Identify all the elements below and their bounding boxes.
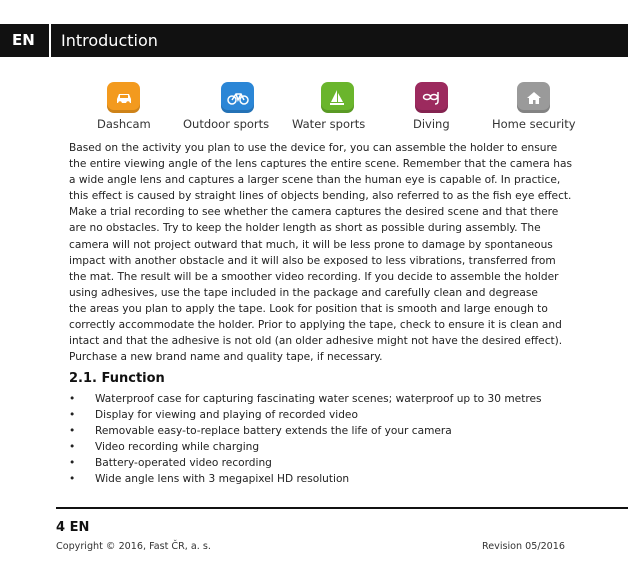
icon-label: Diving xyxy=(413,117,450,131)
paragraph-line: correctly accommodate the holder. Prior to applying the tape, check to ensure it is clean and xyxy=(69,319,562,332)
activity-outdoor-sports xyxy=(183,82,269,131)
paragraph-line: camera will not project outward that much, it will be less prone to damage by spontaneous xyxy=(69,238,553,251)
page-number: 4 EN xyxy=(56,520,90,535)
activity-home-security xyxy=(492,82,576,131)
icon-label: Dashcam xyxy=(97,117,151,131)
paragraph-line: the mat. The result will be a smoother video recording. If you decide to assemble the holder xyxy=(69,270,559,283)
activity-water-sports xyxy=(292,82,365,131)
activity-diving xyxy=(413,82,450,131)
list-item: • Wide angle lens with 3 megapixel HD resolution xyxy=(69,471,589,487)
bullet-icon: • xyxy=(69,457,76,470)
revision-text: Revision 05/2016 xyxy=(482,541,565,552)
copyright-text: Copyright © 2016, Fast ČR, a. s. xyxy=(56,541,211,552)
bullet-icon: • xyxy=(69,473,76,486)
bicycle-icon xyxy=(221,82,254,113)
paragraph-line: a wide angle lens and captures a larger scene than the human eye is capable of. In practice, xyxy=(69,174,561,187)
section-heading: 2.1. Function xyxy=(69,371,165,386)
diving-mask-icon xyxy=(415,82,448,113)
paragraph-line: intact and that the adhesive is not old (an older adhesive might not have the desired effect). xyxy=(69,335,563,348)
list-item: • Battery-operated video recording xyxy=(69,455,589,471)
paragraph-line: Make a trial recording to see whether the camera captures the desired scene and that there xyxy=(69,206,559,219)
list-item: • Waterproof case for capturing fascinating water scenes; waterproof up to 30 metres xyxy=(69,391,589,407)
language-tag: EN xyxy=(12,31,35,49)
bullet-icon: • xyxy=(69,441,76,454)
paragraph-line: impact with another obstacle and it will also be exposed to less vibrations, transferred from xyxy=(69,254,556,267)
icon-label: Home security xyxy=(492,117,576,131)
header-divider xyxy=(49,24,51,57)
bullet-icon: • xyxy=(69,409,76,422)
list-item: • Display for viewing and playing of recorded video xyxy=(69,407,589,423)
list-item: • Removable easy-to-replace battery extends the life of your camera xyxy=(69,423,589,439)
footer-divider xyxy=(56,507,628,509)
paragraph-line: using adhesives, use the tape included in the package and carefully clean and degrease xyxy=(69,286,538,299)
paragraph-line: the entire viewing angle of the lens captures the entire scene. Remember that the camera has xyxy=(69,158,572,171)
house-icon xyxy=(517,82,550,113)
paragraph-line: the areas you plan to apply the tape. Look for position that is smooth and large enough to xyxy=(69,302,548,315)
body-paragraph xyxy=(69,140,593,365)
activity-icon-row xyxy=(0,82,631,132)
header-bar xyxy=(0,24,628,57)
paragraph-line: Purchase a new brand name and quality tape, if necessary. xyxy=(69,351,383,364)
bullet-icon: • xyxy=(69,425,76,438)
paragraph-line: are no obstacles. Try to keep the holder length as short as possible during assembly. The xyxy=(69,222,541,235)
sailboat-icon xyxy=(321,82,354,113)
icon-label: Water sports xyxy=(292,117,366,131)
icon-label: Outdoor sports xyxy=(183,117,270,131)
activity-dashcam xyxy=(97,82,151,131)
list-item: • Video recording while charging xyxy=(69,439,589,455)
bullet-icon: • xyxy=(69,393,76,405)
paragraph-line: Based on the activity you plan to use the device for, you can assemble the holder to ensure xyxy=(69,142,558,154)
feature-list xyxy=(69,391,589,488)
car-icon xyxy=(107,82,140,113)
paragraph-line: this effect is caused by straight lines of objects bending, also referred to as the fish eye effect. xyxy=(69,190,572,203)
page-title: Introduction xyxy=(61,31,158,50)
